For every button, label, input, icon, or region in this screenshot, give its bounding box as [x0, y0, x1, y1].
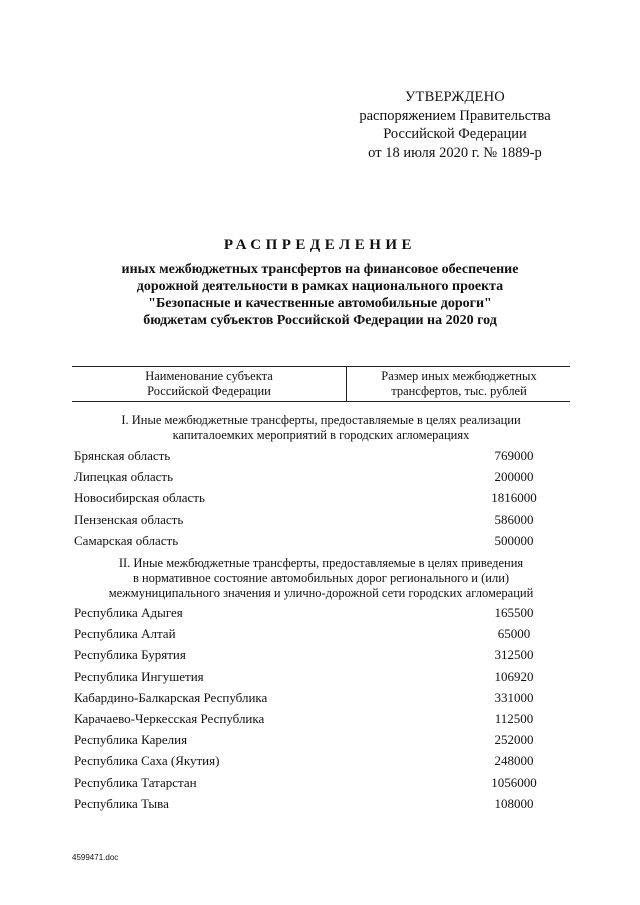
transfer-amount: 1816000	[491, 490, 537, 506]
transfer-amount: 252000	[494, 732, 534, 748]
table-row	[74, 688, 570, 708]
approval-line: распоряжением Правительства	[359, 107, 551, 124]
section-heading-line: II. Иные межбюджетные трансферты, предоставляемые в целях приведения	[118, 556, 524, 570]
document-title: РАСПРЕДЕЛЕНИЕ	[223, 237, 417, 253]
approval-heading: УТВЕРЖДЕНО	[405, 89, 505, 105]
header-subject-name	[72, 367, 347, 401]
subject-name: Пензенская область	[74, 511, 184, 527]
subject-name: Новосибирская область	[74, 490, 205, 506]
document-subtitle	[60, 261, 580, 329]
subtitle-line: иных межбюджетных трансфертов на финансовое обеспечение	[121, 262, 519, 277]
table-row	[74, 488, 570, 508]
subject-name: Республика Алтай	[74, 626, 176, 642]
transfer-amount: 65000	[497, 626, 531, 642]
subject-name: Самарская область	[74, 532, 179, 548]
approval-line: Российской Федерации	[383, 126, 527, 142]
table-row	[74, 730, 570, 750]
subject-name: Республика Адыгея	[74, 605, 183, 620]
transfer-amount: 586000	[494, 511, 534, 527]
transfer-amount: 112500	[494, 711, 534, 726]
table-row	[74, 751, 570, 771]
table-row	[74, 446, 570, 466]
table-row	[74, 603, 570, 623]
table-row	[74, 773, 570, 793]
subject-name: Кабардино-Балкарская Республика	[74, 689, 268, 705]
table-row	[74, 510, 570, 530]
subject-name: Республика Ингушетия	[74, 668, 204, 684]
transfer-amount: 248000	[494, 753, 534, 769]
section-heading-line: капиталоемких мероприятий в городских агломерациях	[172, 428, 470, 442]
subject-name: Республика Татарстан	[74, 774, 197, 790]
transfer-amount: 200000	[494, 469, 534, 485]
subtitle-line: "Безопасные и качественные автомобильные дороги"	[148, 296, 492, 311]
section-heading-line: в нормативное состояние автомобильных дорог регионального и (или)	[132, 571, 510, 585]
subtitle-line: дорожной деятельности в рамках национального проекта	[136, 279, 504, 294]
transfer-amount: 312500	[494, 647, 534, 663]
subject-name: Республика Саха (Якутия)	[74, 753, 220, 769]
transfer-amount: 108000	[494, 795, 534, 811]
table-row	[74, 794, 570, 814]
section-heading	[72, 556, 570, 601]
header-line: Наименование субъекта	[145, 369, 273, 383]
table-row	[74, 531, 570, 551]
transfer-amount: 106920	[494, 668, 534, 684]
subtitle-line: бюджетам субъектов Российской Федерации на 2020 год	[143, 313, 497, 328]
transfer-amount: 500000	[494, 532, 534, 548]
header-line: Российской Федерации	[147, 384, 271, 398]
subject-name: Республика Бурятия	[74, 647, 186, 663]
section-heading-line: I. Иные межбюджетные трансферты, предоставляемые в целях реализации	[121, 413, 521, 427]
table-row	[74, 624, 570, 644]
approval-date: от 18 июля 2020 г. № 1889-р	[368, 144, 542, 161]
transfer-amount: 1056000	[491, 774, 537, 790]
section-heading-line: межмуниципального значения и улично-дорожной сети городских агломераций	[108, 586, 534, 600]
approval-block	[330, 88, 580, 162]
subject-name: Республика Карелия	[74, 732, 188, 748]
table-header	[72, 366, 570, 402]
header-transfer-amount	[348, 367, 570, 401]
header-line: трансфертов, тыс. рублей	[391, 384, 527, 398]
document-id: 4599471.doc	[72, 853, 119, 862]
subject-name: Брянская область	[74, 448, 171, 463]
table-row	[74, 467, 570, 487]
table-row	[74, 667, 570, 687]
transfer-amount: 165500	[494, 605, 534, 620]
section-heading	[72, 413, 570, 443]
subject-name: Карачаево-Черкесская Республика	[74, 711, 265, 726]
transfer-amount: 769000	[494, 448, 534, 463]
subject-name: Липецкая область	[74, 469, 174, 485]
subject-name: Республика Тыва	[74, 795, 169, 811]
header-line: Размер иных межбюджетных	[381, 369, 537, 383]
transfer-amount: 331000	[494, 689, 534, 705]
table-row	[74, 709, 570, 729]
table-row	[74, 645, 570, 665]
